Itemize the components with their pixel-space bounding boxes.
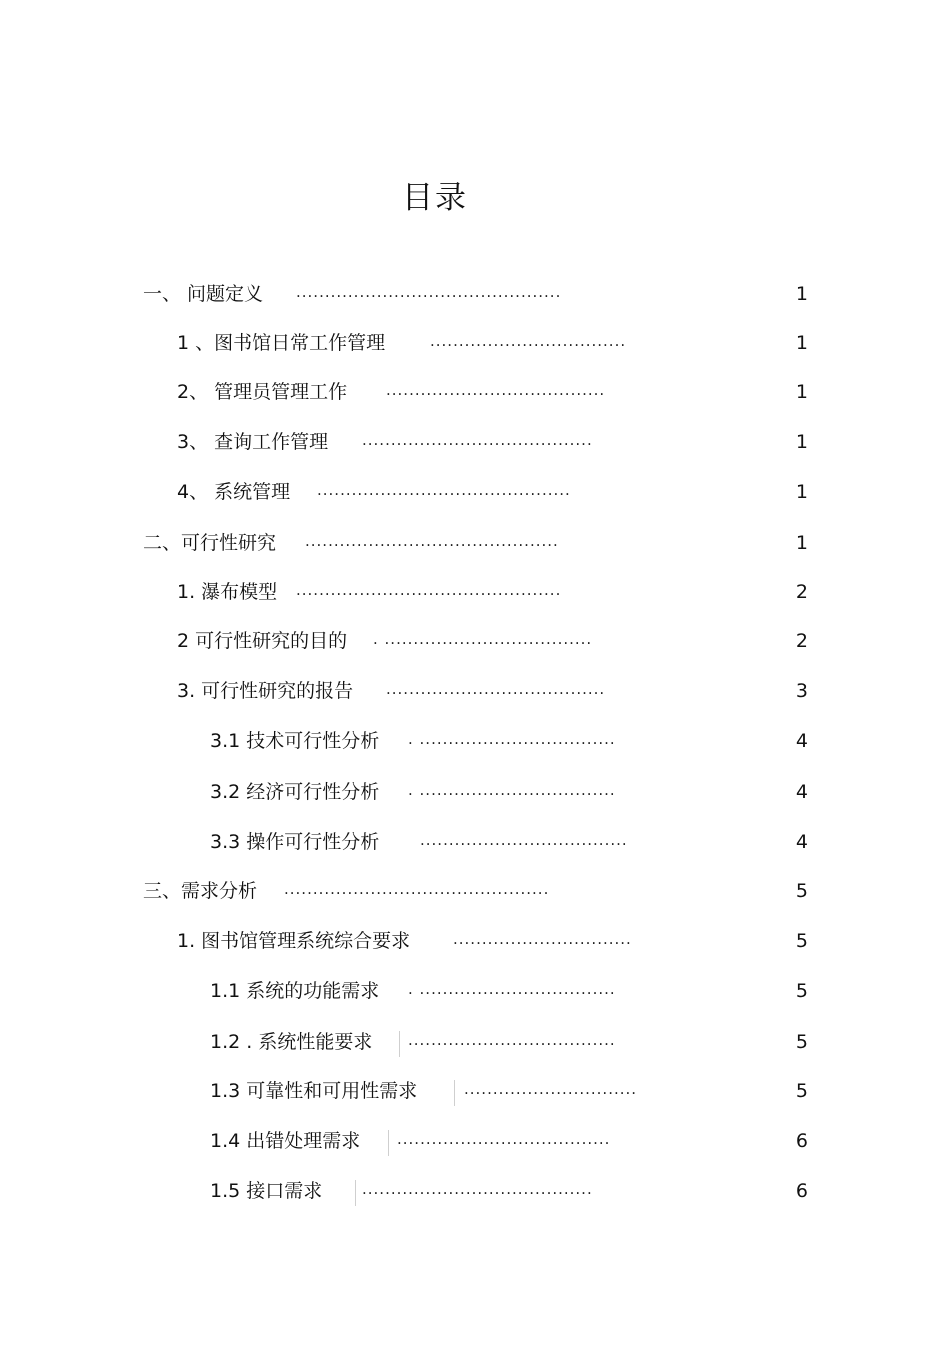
toc-page-number: 1 — [795, 481, 808, 503]
toc-entry-label: 1.3 可靠性和可用性需求 — [210, 1080, 418, 1102]
toc-entry[interactable] — [0, 926, 950, 956]
toc-page-number: 5 — [795, 930, 808, 952]
toc-entry-label: 1.4 出错处理需求 — [210, 1130, 361, 1152]
toc-entry-label: 三、需求分析 — [143, 880, 258, 902]
toc-entry[interactable] — [0, 777, 950, 807]
toc-leader-dots: . .................................... — [373, 630, 592, 648]
toc-leader-dots: ........................................ — [362, 431, 593, 449]
toc-entry[interactable] — [0, 726, 950, 756]
toc-leader-dots: ............................... — [453, 930, 632, 948]
toc-page-number: 5 — [795, 1031, 808, 1053]
toc-entry-label: 3. 可行性研究的报告 — [177, 680, 354, 702]
toc-page-number: 5 — [795, 880, 808, 902]
toc-entry[interactable] — [0, 427, 950, 457]
toc-entry-label: 2、 管理员管理工作 — [177, 381, 348, 403]
toc-entry-label: 3.2 经济可行性分析 — [210, 781, 380, 803]
toc-entry[interactable] — [0, 528, 950, 558]
toc-entry-label: 2 可行性研究的目的 — [177, 630, 348, 652]
toc-entry-label: 3.1 技术可行性分析 — [210, 730, 380, 752]
toc-entry[interactable] — [0, 1027, 950, 1057]
toc-leader-dots: . .................................. — [408, 730, 616, 748]
toc-entry[interactable] — [0, 1126, 950, 1156]
toc-leader-dots: .................................... — [420, 831, 628, 849]
toc-page-number: 1 — [795, 283, 808, 305]
text-cursor-divider — [454, 1080, 455, 1106]
toc-page-number: 4 — [795, 781, 808, 803]
text-cursor-divider — [355, 1180, 356, 1206]
toc-page-number: 6 — [795, 1130, 808, 1152]
toc-leader-dots: . .................................. — [408, 781, 616, 799]
toc-entry-label: 二、可行性研究 — [143, 532, 277, 554]
toc-page-number: 3 — [795, 680, 808, 702]
toc-entry[interactable] — [0, 279, 950, 309]
toc-page-number: 4 — [795, 831, 808, 853]
toc-page-number: 1 — [795, 431, 808, 453]
toc-entry-label: 1. 图书馆管理系统综合要求 — [177, 930, 411, 952]
toc-entry-label: 4、 系统管理 — [177, 481, 291, 503]
text-cursor-divider — [388, 1130, 389, 1156]
toc-page-number: 5 — [795, 980, 808, 1002]
toc-page-number: 1 — [795, 532, 808, 554]
toc-entry[interactable] — [0, 1176, 950, 1206]
toc-leader-dots: .............................................. — [296, 581, 561, 599]
toc-page-number: 5 — [795, 1080, 808, 1102]
toc-entry-label: 1.1 系统的功能需求 — [210, 980, 380, 1002]
toc-leader-dots: .............................................. — [284, 880, 549, 898]
toc-entry[interactable] — [0, 676, 950, 706]
toc-page-number: 2 — [795, 581, 808, 603]
toc-entry[interactable] — [0, 976, 950, 1006]
toc-page-number: 4 — [795, 730, 808, 752]
toc-leader-dots: .............................................. — [296, 283, 561, 301]
toc-page-number: 1 — [795, 332, 808, 354]
toc-page-number: 6 — [795, 1180, 808, 1202]
toc-leader-dots: . .................................. — [408, 980, 616, 998]
toc-page-number: 2 — [795, 630, 808, 652]
toc-entry[interactable] — [0, 377, 950, 407]
toc-entry[interactable] — [0, 827, 950, 857]
toc-leader-dots: ..................................... — [397, 1130, 610, 1148]
page-title: 目录 — [402, 180, 468, 216]
toc-entry-label: 1 、图书馆日常工作管理 — [177, 332, 386, 354]
toc-entry-label: 1. 瀑布模型 — [177, 581, 278, 603]
toc-entry[interactable] — [0, 328, 950, 358]
toc-entry-label: 一、 问题定义 — [143, 283, 264, 305]
toc-entry[interactable] — [0, 477, 950, 507]
toc-leader-dots: ............................................ — [317, 481, 571, 499]
toc-entry[interactable] — [0, 626, 950, 656]
toc-leader-dots: ...................................... — [386, 680, 605, 698]
toc-entry-label: 3.3 操作可行性分析 — [210, 831, 380, 853]
text-cursor-divider — [399, 1031, 400, 1057]
toc-leader-dots: .................................... — [408, 1031, 616, 1049]
toc-entry[interactable] — [0, 1076, 950, 1106]
toc-entry-label: 3、 查询工作管理 — [177, 431, 329, 453]
toc-leader-dots: ...................................... — [386, 381, 605, 399]
toc-leader-dots: .............................. — [464, 1080, 637, 1098]
toc-leader-dots: ........................................ — [362, 1180, 593, 1198]
toc-entry-label: 1.5 接口需求 — [210, 1180, 323, 1202]
toc-entry[interactable] — [0, 577, 950, 607]
toc-leader-dots: ............................................ — [305, 532, 559, 550]
toc-page-number: 1 — [795, 381, 808, 403]
toc-entry-label: 1.2 . 系统性能要求 — [210, 1031, 373, 1053]
toc-leader-dots: .................................. — [430, 332, 626, 350]
toc-entry[interactable] — [0, 876, 950, 906]
